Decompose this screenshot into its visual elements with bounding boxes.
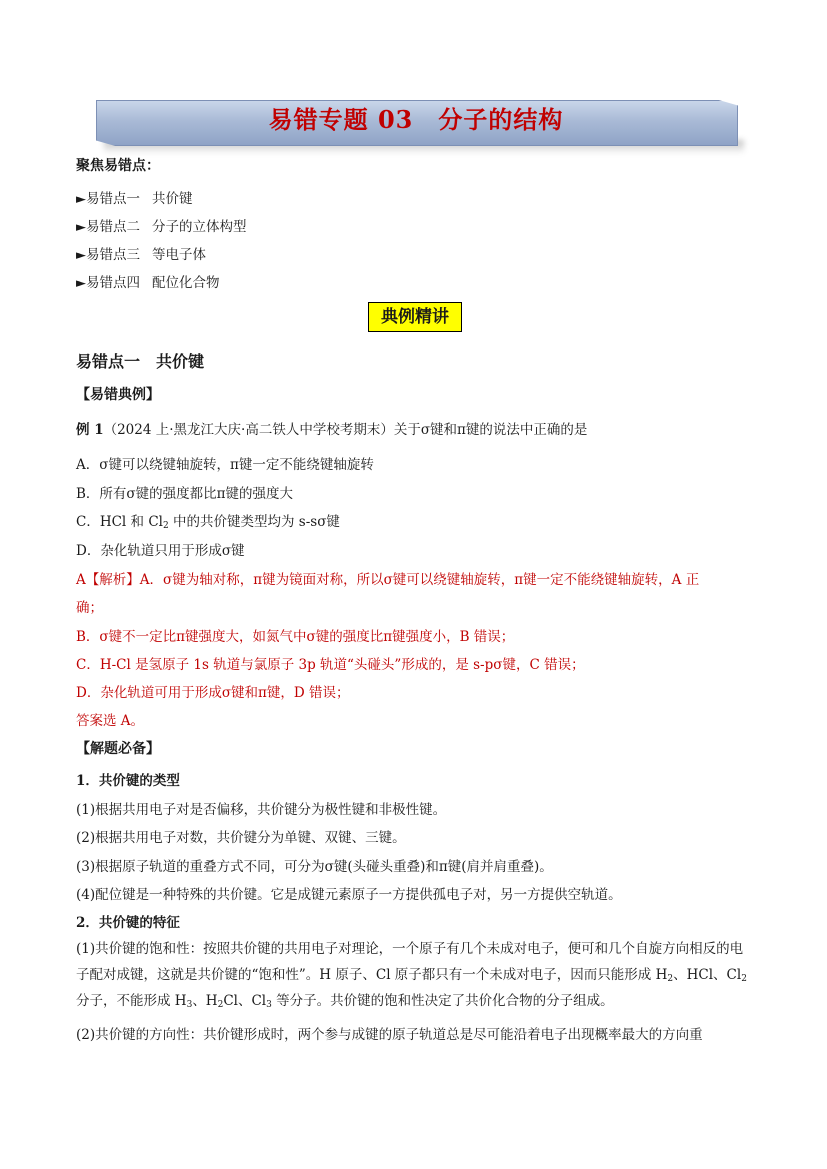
text: 等分子。共价键的饱和性决定了共价化合物的分子组成。 bbox=[271, 993, 614, 1009]
text: 分子，不能形成 H bbox=[76, 993, 187, 1009]
triangle-marker-icon: ► bbox=[76, 220, 86, 235]
triangle-marker-icon: ► bbox=[76, 276, 86, 291]
analysis-a-line2: 确； bbox=[76, 600, 103, 616]
option-b: B．所有σ键的强度都比π键的强度大 bbox=[76, 486, 294, 502]
analysis-d: D．杂化轨道可用于形成σ键和π键，D 错误； bbox=[76, 685, 350, 701]
question-text: （2024 上·黑龙江大庆·高二铁人中学校考期末）关于σ键和π键的说法中正确的是 bbox=[103, 422, 588, 438]
text: 、H bbox=[192, 993, 218, 1009]
section-heading: 易错点一 共价键 bbox=[76, 352, 205, 371]
text: (1)共价键的饱和性：按照共价键的共用电子对理论，一个原子有几个未成对电子，便可和几个自旋方向相反的电子配对成键，这就是共价键的“饱和性”。H 原子、Cl 原子都只有一个未成对电子，因而只能形成 H bbox=[76, 941, 744, 983]
text: Cl、Cl bbox=[223, 993, 267, 1009]
option-a: A．σ键可以绕键轴旋转，π键一定不能绕键轴旋转 bbox=[76, 457, 374, 473]
triangle-marker-icon: ► bbox=[76, 248, 86, 263]
answer: 答案选 A。 bbox=[76, 713, 145, 729]
focus-item-3 bbox=[76, 243, 206, 263]
features-heading: 2．共价键的特征 bbox=[76, 915, 180, 931]
analysis-a-line1: A【解析】A．σ键为轴对称，π键为镜面对称，所以σ键可以绕键轴旋转，π键一定不能绕键轴旋转，A 正 bbox=[76, 572, 700, 588]
type-item: (3)根据原子轨道的重叠方式不同，可分为σ键(头碰头重叠)和π键(肩并肩重叠)。 bbox=[76, 859, 553, 875]
focus-item-number: 易错点二 bbox=[86, 219, 140, 235]
focus-title: 聚焦易错点： bbox=[76, 158, 160, 174]
focus-item-number: 易错点四 bbox=[86, 275, 140, 291]
title-banner bbox=[96, 100, 736, 148]
example-tag: 【易错典例】 bbox=[76, 387, 160, 403]
subscript: 3 bbox=[186, 1000, 193, 1010]
analysis-b: B．σ键不一定比π键强度大，如氮气中σ键的强度比π键强度小，B 错误； bbox=[76, 629, 515, 645]
option-c bbox=[76, 510, 340, 530]
focus-item-4 bbox=[76, 271, 220, 291]
option-d: D．杂化轨道只用于形成σ键 bbox=[76, 543, 245, 559]
focus-item-2 bbox=[76, 215, 247, 235]
essentials-tag: 【解题必备】 bbox=[76, 741, 160, 757]
option-c-text: C．HCl 和 Cl bbox=[76, 514, 163, 530]
type-item: (2)根据共用电子对数，共价键分为单键、双键、三键。 bbox=[76, 830, 406, 846]
question bbox=[76, 418, 587, 438]
highlight-box: 典例精讲 bbox=[368, 302, 462, 332]
type-item: (4)配位键是一种特殊的共价键。它是成键元素原子一方提供孤电子对，另一方提供空轨道。 bbox=[76, 887, 622, 903]
feature-paragraph-2: (2)共价键的方向性：共价键形成时，两个参与成键的原子轨道总是尽可能沿着电子出现概率最大的方向重 bbox=[76, 1027, 703, 1043]
focus-item-number: 易错点一 bbox=[86, 191, 140, 207]
focus-item-1 bbox=[76, 187, 193, 207]
focus-item-topic: 分子的立体构型 bbox=[152, 219, 247, 235]
question-label: 例 1 bbox=[76, 422, 104, 438]
focus-item-topic: 配位化合物 bbox=[152, 275, 220, 291]
focus-item-topic: 等电子体 bbox=[152, 247, 206, 263]
text: 、HCl、Cl bbox=[673, 967, 742, 983]
feature-paragraph-1 bbox=[76, 936, 756, 1014]
subscript: 2 bbox=[162, 521, 169, 531]
option-c-text: 中的共价键类型均为 s-sσ键 bbox=[168, 514, 340, 530]
type-item: (1)根据共用电子对是否偏移，共价键分为极性键和非极性键。 bbox=[76, 802, 447, 818]
subscript: 2 bbox=[741, 974, 747, 984]
types-heading: 1．共价键的类型 bbox=[76, 773, 180, 789]
triangle-marker-icon: ► bbox=[76, 192, 86, 207]
analysis-c: C．H-Cl 是氢原子 1s 轨道与氯原子 3p 轨道“头碰头”形成的，是 s-pσ键，C 错误； bbox=[76, 657, 585, 673]
page-title: 易错专题 03 分子的结构 bbox=[268, 105, 564, 134]
subscript: 2 bbox=[667, 974, 674, 984]
focus-item-number: 易错点三 bbox=[86, 247, 140, 263]
subscript: 2 bbox=[217, 1000, 224, 1010]
focus-item-topic: 共价键 bbox=[152, 191, 193, 207]
subscript: 3 bbox=[266, 1000, 272, 1010]
